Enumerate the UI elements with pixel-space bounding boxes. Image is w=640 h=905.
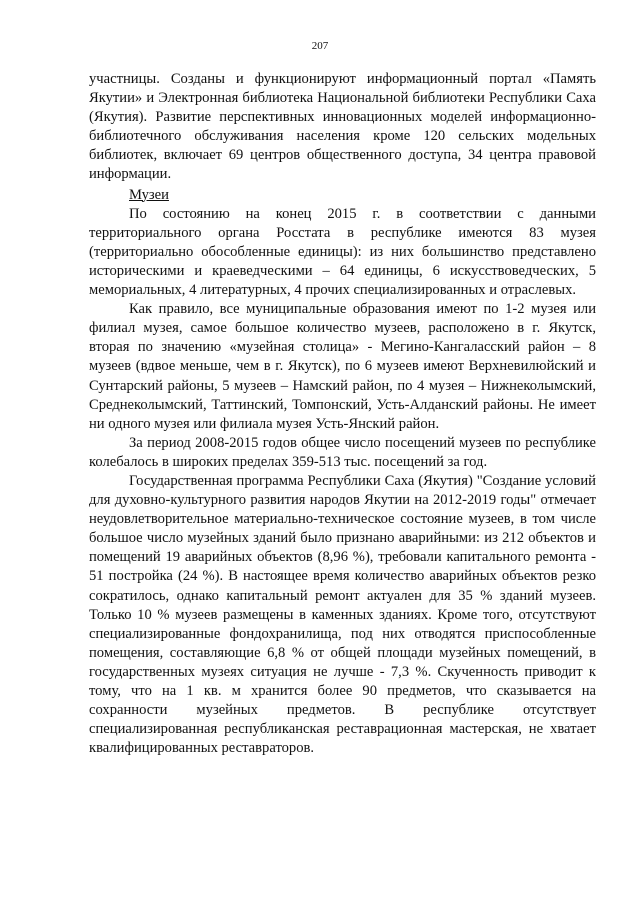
paragraph-libraries-continued: участницы. Созданы и функционируют информационный портал «Память Якутии» и Электронная библиотека Национальной библиотеки Республики Саха (Якутия). Развитие перспективных инновационных моделей информационно-библиотечного обслуживания населения кроме 120 сельских модельных библиотек, включает 69 центров общественного доступа, 34 центра правовой информации. xyxy=(89,71,596,183)
paragraph-state-program: Государственная программа Республики Саха (Якутия) "Создание условий для духовно-культурного развития народов Якутии на 2012-2019 годы" отмечает неудовлетворительное материально-техническое состояние музеев, в том числе большое число музейных зданий было признано аварийными: из 212 объектов и помещений 19 аварийных объектов (8,96 %), требовали капитального ремонта - 51 постройка (24 %). В настоящее время количество аварийных объектов резко сократилось, однако капитальный ремонт актуален для 35 % зданий музеев. Только 10 % музеев размещены в каменных зданиях. Кроме того, отсутствуют специализированные фондохранилища, под них отводятся приспособленные помещения, составляющие 6,8 % от общей площади музейных помещений, в государственных музеях ситуация не лучше - 7,3 %. Скученность приводит к тому, что на 1 кв. м хранится более 90 предметов, что сказывается на сохранности музейных предметов. В республике отсутствует специализированная республиканская реставрационная мастерская, не хватает квалифицированных реставраторов. xyxy=(89,472,596,757)
paragraph-museum-distribution: Как правило, все муниципальные образования имеют по 1-2 музея или филиал музея, самое большое количество музеев, расположено в г. Якутск, вторая по значению «музейная столица» - Мегино-Кангаласский район – 8 музеев (вдвое меньше, чем в г. Якутск), по 6 музеев имеют Верхневилюйский и Сунтарский районы, 5 музеев – Намский район, по 4 музея – Нижнеколымский, Среднеколымский, Таттинский, Томпонский, Усть-Алданский районы. Не имеет ни одного музея или филиала музея Усть-Янский район. xyxy=(89,301,596,432)
section-heading-museums: Музеи xyxy=(129,186,169,203)
document-body xyxy=(89,70,596,758)
paragraph-museum-count: По состоянию на конец 2015 г. в соответствии с данными территориального органа Росстата в республике имеются 83 музея (территориально обособленные единицы): из них большинство представлено историческими и краеведческими – 64 единицы, 6 искусствоведческих, 5 мемориальных, 4 литературных, 4 прочих специализированных и отраслевых. xyxy=(89,205,596,299)
page-number: 207 xyxy=(311,40,329,52)
paragraph-museum-visits: За период 2008-2015 годов общее число посещений музеев по республике колебалось в широких пределах 359-513 тыс. посещений за год. xyxy=(89,434,596,470)
